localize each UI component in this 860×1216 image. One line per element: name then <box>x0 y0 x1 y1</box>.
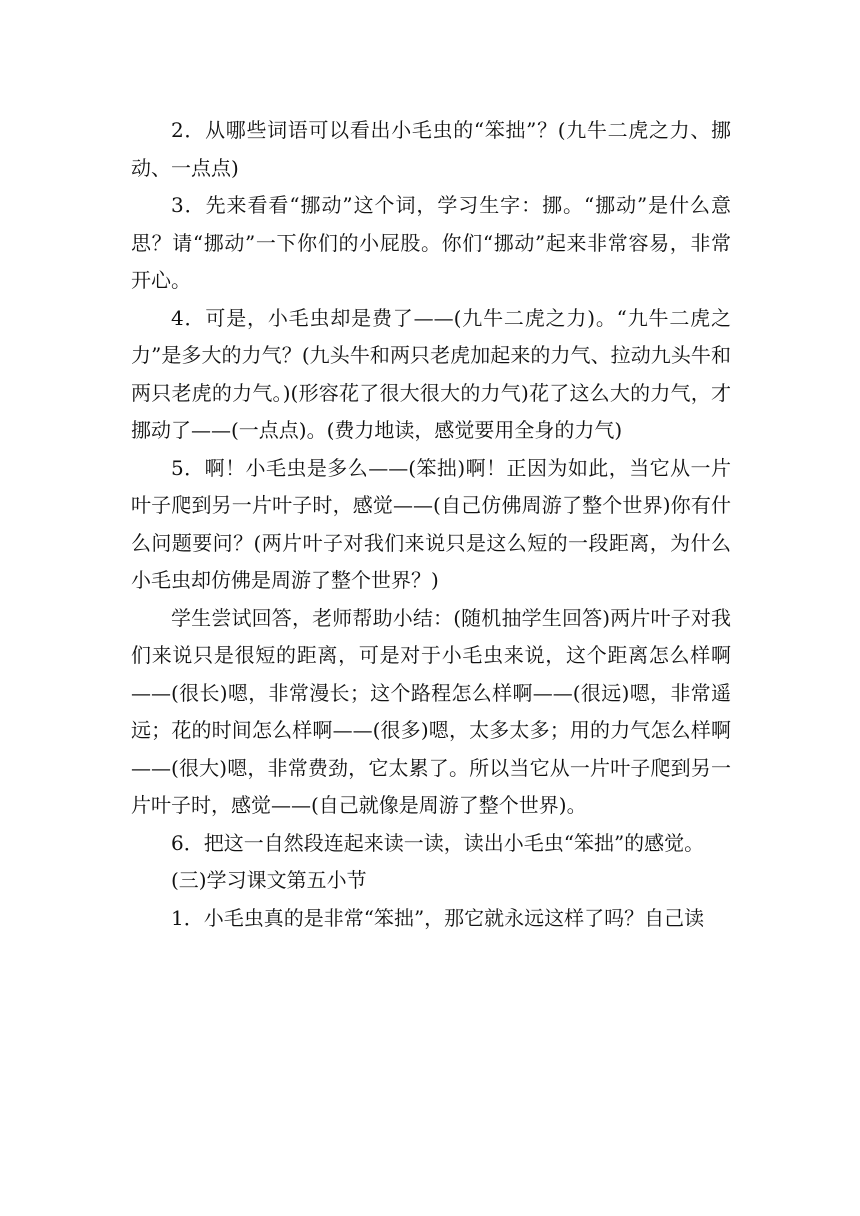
paragraph-question-4: 4．可是，小毛虫却是费了——(九牛二虎之力)。“九牛二虎之力”是多大的力气？(九头牛和两只老虎加起来的力气、拉动九头牛和两只老虎的力气。)(形容花了很大很大的力气)花了这么大的力气，才挪动了——(一点点)。(费力地读，感觉要用全身的力气) <box>131 305 731 442</box>
paragraph-question-3: 3．先来看看“挪动”这个词，学习生字：挪。“挪动”是什么意思？请“挪动”一下你们的小屁股。你们“挪动”起来非常容易，非常开心。 <box>131 193 731 292</box>
document-body <box>131 112 731 937</box>
paragraph-question-6: 6．把这一自然段连起来读一读，读出小毛虫“笨拙”的感觉。 <box>171 830 705 855</box>
section-heading: (三)学习课文第五小节 <box>171 868 367 892</box>
paragraph-section-question-1: 1．小毛虫真的是非常“笨拙”，那它就永远这样了吗？自己读 <box>171 905 705 930</box>
paragraph-question-5: 5．啊！小毛虫是多么——(笨拙)啊！正因为如此，当它从一片叶子爬到另一片叶子时，感觉——(自己仿佛周游了整个世界)你有什么问题要问？(两片叶子对我们来说只是这么短的一段距离，为什么小毛虫却仿佛是周游了整个世界？) <box>131 455 731 592</box>
paragraph-question-2: 2．从哪些词语可以看出小毛虫的“笨拙”？(九牛二虎之力、挪动、一点点) <box>131 118 731 180</box>
paragraph-summary: 学生尝试回答，老师帮助小结：(随机抽学生回答)两片叶子对我们来说只是很短的距离，可是对于小毛虫来说，这个距离怎么样啊——(很长)嗯，非常漫长；这个路程怎么样啊——(很远)嗯，非常遥远；花的时间怎么样啊——(很多)嗯，太多太多；用的力气怎么样啊——(很大)嗯，非常费劲，它太累了。所以当它从一片叶子爬到另一片叶子时，感觉——(自己就像是周游了整个世界)。 <box>131 605 731 817</box>
